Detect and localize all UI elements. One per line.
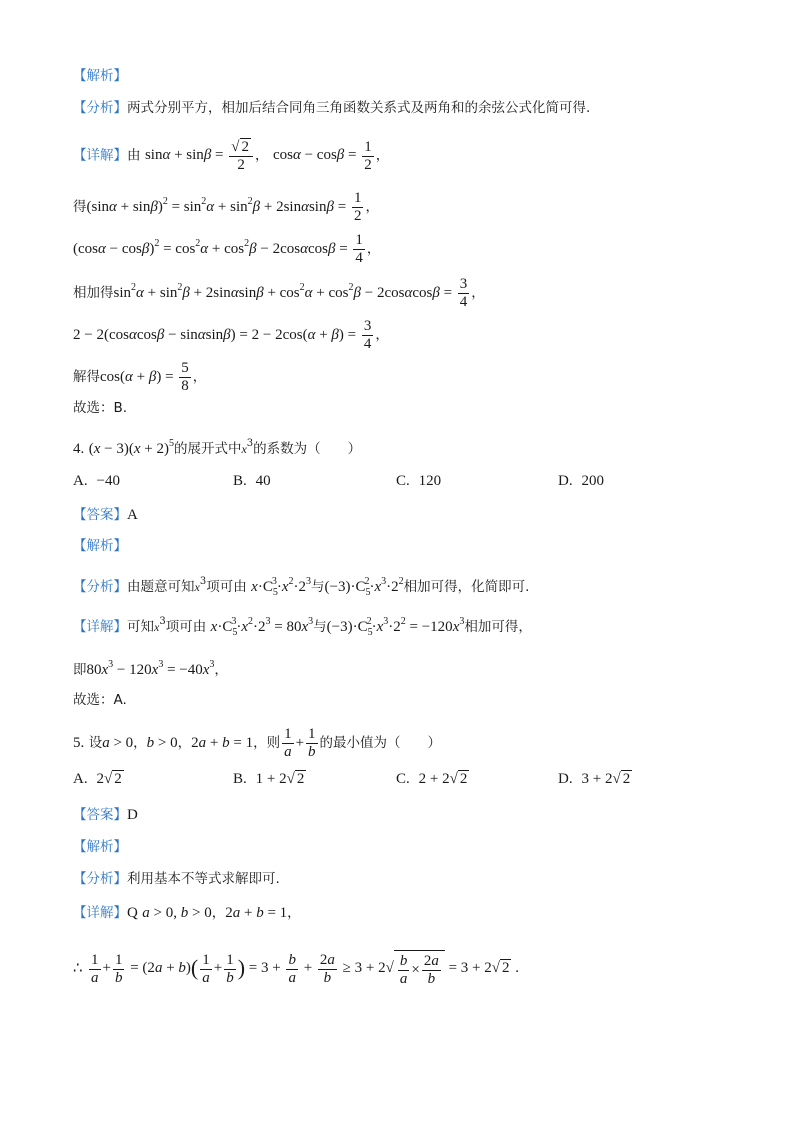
fenxi-tag: 【分析】 xyxy=(73,579,127,595)
q4-term-1: $x\cdot C_5^3\cdot x^2\cdot 2^3$ xyxy=(251,576,311,598)
fenxi-text: 两式分别平方，相加后结合同角三角函数关系式及两角和的余弦公式化简可得. xyxy=(127,100,591,116)
detail-line-2: 得$(\sin\alpha + \sin\beta)^2 = \sin^2\alpha + \sin^2\beta + 2\sin\alpha\sin\beta$ = $\frac{1}{2}$ ， xyxy=(73,190,379,224)
q4-stem-text: 的展开式中 xyxy=(173,441,242,457)
q5-jiexi-tag: 【解析】 xyxy=(73,839,127,855)
q4-calc-2: $(-3)\cdot C_5^2\cdot x^3\cdot 2^2 = -120x^3$ xyxy=(326,616,465,638)
q5-option-a: A. 2√ 2 xyxy=(73,771,122,787)
q4-option-d: D. 200 xyxy=(558,473,604,489)
q4-stem-text-2: 的系数为（ ） xyxy=(253,441,362,457)
fenxi-text: 利用基本不等式求解即可. xyxy=(127,871,280,887)
q4-result-equation: $80x^3 - 120x^3 = -40x^3$ xyxy=(86,659,215,678)
q5-fenxi xyxy=(73,869,280,889)
answer-value: D xyxy=(127,807,138,823)
q4-answer xyxy=(73,505,138,525)
q5-derivation-equation: $\frac{1}{a}$ + $\frac{1}{b}$ = (2a + b)( $\frac{1}{a}$ + $\frac{1}{b}$ ) = 3 + $\frac{b}{a}$ + $\frac{2a}{b}$ ≥ 3 + 2√ $\frac{b}{a}$ × $\frac{2a}{b}$ = 3 + 2√ 2 . xyxy=(91,951,519,987)
q4-term-2: $(-3)\cdot C_5^2\cdot x^3\cdot 2^2$ xyxy=(324,576,404,598)
given-equation-1: sinα + sinβ = $\frac{√ 2}{2}$ xyxy=(145,147,255,163)
xiangjie-tag: 【详解】 xyxy=(73,619,127,635)
q-symbol: Q xyxy=(127,905,138,921)
fenxi-tag: 【分析】 xyxy=(73,871,127,887)
answer-choice: 故选：B. xyxy=(73,400,128,416)
detail-line-3: $(\cos\alpha - \cos\beta)^2 = \cos^2\alpha + \cos^2\beta - 2\cos\alpha\cos\beta$ = $\frac{1}{4}$ ， xyxy=(73,232,381,266)
detail-line-4: 相加得$\sin^2\alpha + \sin^2\beta + 2\sin\alpha\sin\beta + \cos^2\alpha + \cos^2\beta - 2\cos\alpha\cos\beta$ = $\frac{3}{4}$ ， xyxy=(73,276,485,310)
q4-xiangjie: 【详解】可知$x^3$项可由 $x\cdot C_5^3\cdot x^2\cdot 2^3 = 80x^3$与$(-3)\cdot C_5^2\cdot x^3\cdot 2^2 = -120x^3$相加可得， xyxy=(73,616,532,638)
detail-line-5: 2 − 2(cosαcosβ − sinαsinβ) = 2 − 2cos(α + β) = $\frac{3}{4}$ ， xyxy=(73,318,389,352)
q5-option-c: C. 2 + 2√ 2 xyxy=(396,771,468,787)
answer-value: A xyxy=(127,507,138,523)
q4-option-a: A. −40 xyxy=(73,473,120,489)
q4-jiexi-tag: 【解析】 xyxy=(73,538,127,554)
word-you: 由 xyxy=(127,147,141,164)
word-jiede: 解得 xyxy=(73,368,100,385)
answer-tag: 【答案】 xyxy=(73,507,127,523)
q4-option-b: B. 40 xyxy=(233,473,271,489)
question-5-stem: 5. 设a > 0，b > 0，2a + b = 1，则 $\frac{1}{a}$ + $\frac{1}{b}$ 的最小值为（ ） xyxy=(73,726,442,760)
simplify-equation: 2 − 2(cosαcosβ − sinαsinβ) = 2 − 2cos(α + β) = $\frac{3}{4}$ xyxy=(73,318,372,352)
q5-answer xyxy=(73,805,138,825)
result-equation: cos(α + β) = $\frac{5}{8}$ xyxy=(100,360,189,394)
therefore-symbol: ∴ xyxy=(73,960,83,977)
square-equation-2: $(\cos\alpha - \cos\beta)^2 = \cos^2\alpha + \cos^2\beta - 2\cos\alpha\cos\beta$ = $\frac{1}{4}$ xyxy=(73,232,363,266)
q5-derivation xyxy=(73,950,519,988)
analysis-summary xyxy=(73,98,590,118)
q5-conditions: a > 0，b > 0，2a + b = 1 xyxy=(102,734,254,751)
q5-option-d: D. 3 + 2√ 2 xyxy=(558,771,631,787)
q4-result: 即$80x^3 - 120x^3 = -40x^3$， xyxy=(73,659,228,678)
q4-answer-choice: 故选：A. xyxy=(73,692,127,708)
q5-target-expression: $\frac{1}{a}$ + $\frac{1}{b}$ xyxy=(284,726,316,760)
q5-given: a > 0, b > 0，2a + b = 1 xyxy=(142,905,288,921)
given-equation-2: cosα − cosβ = $\frac{1}{2}$ xyxy=(272,138,372,173)
square-equation-1: $(\sin\alpha + \sin\beta)^2 = \sin^2\alpha + \sin^2\beta + 2\sin\alpha\sin\beta$ = $\frac{1}{2}$ xyxy=(86,190,362,224)
q5-option-b: B. 1 + 2√ 2 xyxy=(233,771,305,787)
q4-option-c: C. 120 xyxy=(396,473,442,489)
detail-line-1: 【详解】由 sinα + sinβ = $\frac{√ 2}{2}$ ， cosα − cosβ = $\frac{1}{2}$ ， xyxy=(73,138,390,173)
question-number: 4. xyxy=(73,441,85,457)
q4-calc-1: $x\cdot C_5^3\cdot x^2\cdot 2^3 = 80x^3$ xyxy=(210,616,314,638)
question-number: 5. xyxy=(73,734,85,751)
q4-fenxi: 【分析】由题意可知$x^3$项可由 $x\cdot C_5^3\cdot x^2\cdot 2^3$与$(-3)\cdot C_5^2\cdot x^3\cdot 2^2$相加可得，化简即可. xyxy=(73,576,530,598)
detail-line-6: 解得cos(α + β) = $\frac{5}{8}$ ， xyxy=(73,360,207,394)
q5-xiangjie: 【详解】Q a > 0, b > 0，2a + b = 1， xyxy=(73,905,301,921)
question-4-stem: 4. $(x - 3)(x + 2)^5$的展开式中$x^3$的系数为（ ） xyxy=(73,438,362,457)
sum-equation: $\sin^2\alpha + \sin^2\beta + 2\sin\alpha\sin\beta + \cos^2\alpha + \cos^2\beta - 2\cos\alpha\cos\beta$ = $\frac{3}{4}$ xyxy=(113,276,468,310)
word-xiangjiade: 相加得 xyxy=(73,284,114,301)
analysis-tag: 【解析】 xyxy=(73,68,127,84)
xiangjie-tag: 【详解】 xyxy=(73,905,127,921)
word-de: 得 xyxy=(73,198,87,215)
fenxi-tag: 【分析】 xyxy=(73,100,127,116)
answer-tag: 【答案】 xyxy=(73,807,127,823)
xiangjie-tag: 【详解】 xyxy=(73,147,127,164)
q4-expression: $(x - 3)(x + 2)^5$ xyxy=(88,438,174,457)
